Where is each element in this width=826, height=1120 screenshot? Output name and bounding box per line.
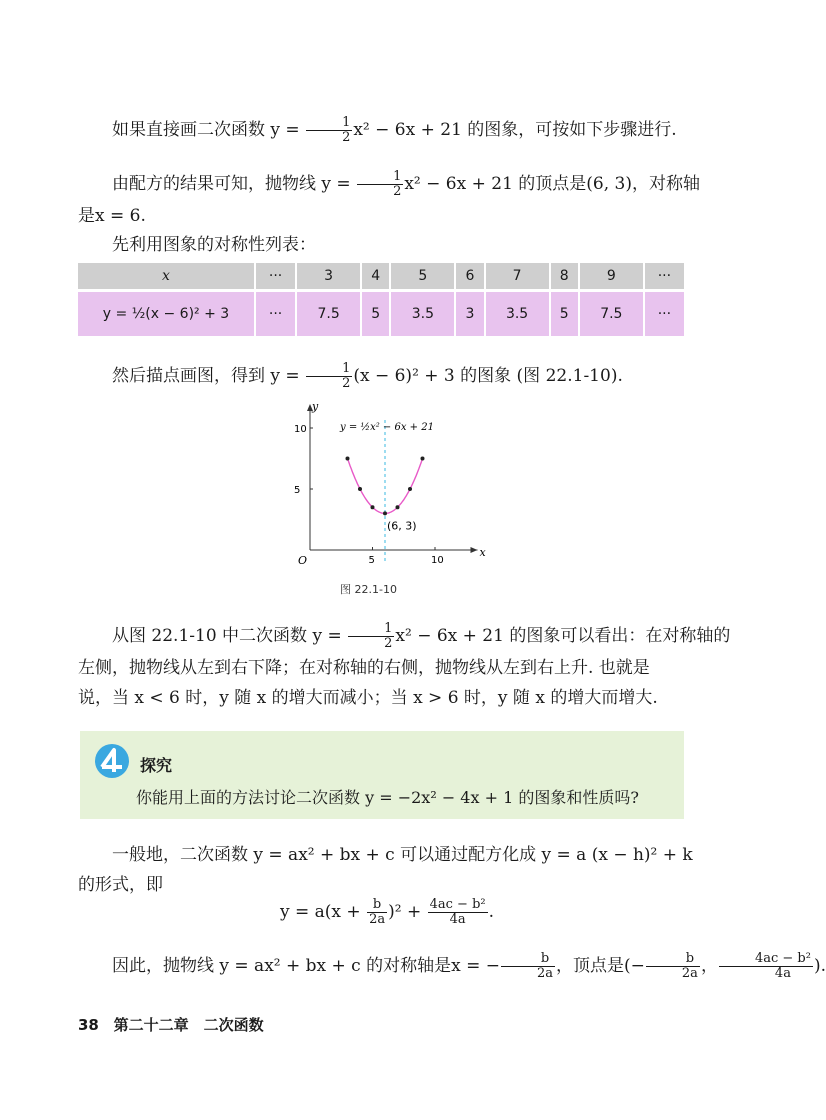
paragraph-plot: 然后描点画图，得到 y = $\frac{1}{2}$ (x − 6)² + 3 的图象 (图 22.1-10). xyxy=(112,361,623,391)
data-point xyxy=(396,505,400,509)
x-tick-label: 10 xyxy=(431,555,444,566)
paragraph-conclusion: 因此，抛物线 y = ax² + bx + c 的对称轴是x = − $\frac{b}{2a}$ ，顶点是(− $\frac{b}{2a}$ ， $\frac{\text{4ac − b²}}{4a}$ ). xyxy=(112,951,826,981)
table-cell: 3 xyxy=(455,291,484,337)
y-tick-label: 5 xyxy=(294,485,301,496)
y-tick-label: 10 xyxy=(294,424,307,435)
fraction-b-over-2a: $\frac{b}{2a}$ xyxy=(646,952,700,981)
chart-title: y = ½x² − 6x + 21 xyxy=(340,422,434,433)
data-point xyxy=(358,487,362,491)
origin-label: O xyxy=(298,554,308,567)
fraction-b-over-2a: $\frac{b}{2a}$ xyxy=(501,952,555,981)
fraction-half: $\frac{1}{2}$ xyxy=(348,622,394,651)
paragraph-general-cont: 的形式，即 xyxy=(78,875,163,895)
data-point xyxy=(408,487,412,491)
table-cell: 3.5 xyxy=(390,291,455,337)
data-point xyxy=(371,505,375,509)
explore-question: 你能用上面的方法讨论二次函数 y = −2x² − 4x + 1 的图象和性质吗? xyxy=(136,788,639,807)
table-row-x xyxy=(78,263,685,291)
table-cell: ··· xyxy=(644,263,685,291)
fraction-half: $\frac{1}{2}$ xyxy=(306,362,352,391)
y-axis-label: y xyxy=(312,400,319,413)
paragraph-analysis-cont2: 说，当 x < 6 时，y 随 x 的增大而减小；当 x > 6 时，y 随 x 的增大而增大. xyxy=(78,688,658,708)
vertex-label: (6, 3) xyxy=(387,519,417,533)
table-cell: 3.5 xyxy=(485,291,550,337)
chapter-title: 第二十二章 二次函数 xyxy=(113,1016,264,1034)
x-axis-arrow xyxy=(471,547,478,553)
table-cell: ··· xyxy=(255,263,296,291)
paragraph-vertex-cont: 是x = 6. xyxy=(78,206,146,226)
data-point xyxy=(421,457,425,461)
table-cell: 8 xyxy=(550,263,579,291)
table-cell: 7.5 xyxy=(579,291,644,337)
table-cell: 7 xyxy=(485,263,550,291)
table-cell: 6 xyxy=(455,263,484,291)
table-cell: 7.5 xyxy=(296,291,361,337)
paragraph-analysis: 从图 22.1-10 中二次函数 y = $\frac{1}{2}$ x² − 6x + 21 的图象可以看出：在对称轴的 xyxy=(112,621,731,651)
data-point xyxy=(383,511,387,515)
explore-box xyxy=(80,731,684,819)
paragraph-table-intro: 先利用图象的对称性列表： xyxy=(112,235,316,255)
table-cell: 5 xyxy=(550,291,579,337)
table-header-x: x xyxy=(78,263,255,291)
fraction-b-over-2a: $\frac{b}{2a}$ xyxy=(369,897,386,927)
data-point xyxy=(346,457,350,461)
table-cell: 5 xyxy=(390,263,455,291)
table-cell: 3 xyxy=(296,263,361,291)
x-axis-label: x xyxy=(479,546,486,559)
value-table xyxy=(78,263,686,336)
table-cell: 9 xyxy=(579,263,644,291)
table-cell: ··· xyxy=(644,291,685,337)
vertex-form-formula: y = a(x + $\frac{b}{2a}$ )² + $\frac{\text{4ac − b²}}{4a}$ . xyxy=(280,897,495,927)
x-tick-label: 5 xyxy=(368,555,375,566)
paragraph-analysis-cont1: 左侧，抛物线从左到右下降；在对称轴的右侧，抛物线从左到右上升. 也就是 xyxy=(78,658,650,678)
paragraph-vertex: 由配方的结果可知，抛物线 y = $\frac{1}{2}$ x² − 6x + 21 的顶点是(6, 3)，对称轴 xyxy=(112,169,700,199)
page-footer xyxy=(78,1014,264,1035)
paragraph-intro: 如果直接画二次函数 y = $\frac{1}{2}$ x² − 6x + 21 的图象，可按如下步骤进行. xyxy=(112,115,677,145)
fraction-vertex-y: $\frac{\text{4ac − b²}}{4a}$ xyxy=(719,952,813,981)
fraction-half: $\frac{1}{2}$ xyxy=(306,116,352,145)
fraction-half: $\frac{1}{2}$ xyxy=(357,170,403,199)
figure-caption: 图 22.1-10 xyxy=(340,583,397,596)
table-cell: 5 xyxy=(361,291,390,337)
explore-title: 探究 xyxy=(140,756,173,775)
parabola-chart xyxy=(290,400,486,600)
explore-icon xyxy=(94,743,130,779)
table-header-y: y = ½(x − 6)² + 3 xyxy=(78,291,255,337)
table-row-y xyxy=(78,291,685,337)
fraction-vertex-y: $\frac{\text{4ac − b²}}{4a}$ xyxy=(429,897,486,927)
table-cell: ··· xyxy=(255,291,296,337)
page-number: 38 xyxy=(78,1016,99,1034)
table-cell: 4 xyxy=(361,263,390,291)
paragraph-general: 一般地，二次函数 y = ax² + bx + c 可以通过配方化成 y = a (x − h)² + k xyxy=(112,845,693,865)
